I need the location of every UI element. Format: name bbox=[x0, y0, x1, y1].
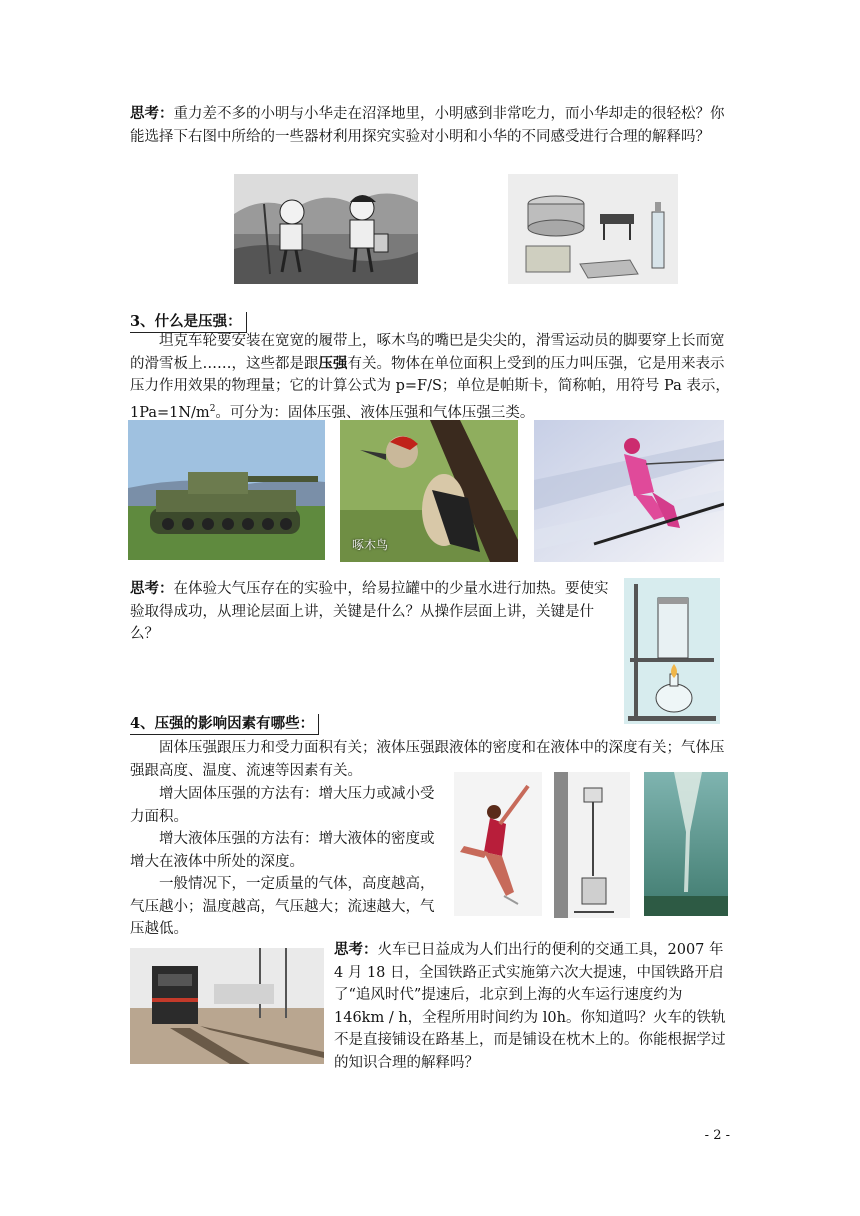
figure-skater-image bbox=[454, 772, 542, 916]
section-3-paragraph bbox=[130, 330, 730, 424]
pressure-term: 压强 bbox=[318, 354, 348, 372]
cartoon-children-image bbox=[234, 174, 418, 284]
unit-exponent: 2 bbox=[209, 403, 216, 414]
woodpecker-image bbox=[340, 420, 518, 562]
think-paragraph-1 bbox=[130, 103, 730, 148]
section-4-heading-text: 4、压强的影响因素有哪些： bbox=[130, 715, 315, 732]
section-3-text-a: 坦克车轮要安装在宽宽的履带上，啄木鸟的嘴巴是尖尖的，滑雪运动员的脚要穿上长而宽的滑雪板上……，这些都是跟 bbox=[130, 333, 725, 372]
section-3-text-b: 有关。物体在单位面积上受到的压力叫压强，它是用来表示压力作用效果的物理量；它的计算公式为 p=F/S；单位是帕斯卡，简称帕，用符号 Pa 表示，1Pa=1N/m bbox=[130, 355, 730, 421]
page-number: - 2 - bbox=[704, 1128, 730, 1143]
think-text: 在体验大气压存在的实验中，给易拉罐中的少量水进行加热。要使实验取得成功，从理论层面上讲，关键是什么？从操作层面上讲，关键是什么？ bbox=[130, 581, 609, 642]
section-4-paragraph-2: 增大固体压强的方法有：增大压力或减小受力面积。 bbox=[130, 786, 435, 825]
tank-image bbox=[128, 420, 325, 560]
think-label: 思考： bbox=[334, 941, 378, 958]
think-paragraph-2 bbox=[130, 578, 614, 646]
section-4-paragraph-4: 一般情况下，一定质量的气体，高度越高，气压越小；温度越高，气压越大；流速越大，气压越低。 bbox=[130, 876, 435, 937]
think-label: 思考： bbox=[130, 580, 174, 597]
skier-image bbox=[534, 420, 724, 562]
can-heating-apparatus-image bbox=[624, 578, 720, 724]
tornado-image bbox=[644, 772, 728, 916]
siphon-apparatus-image bbox=[554, 772, 630, 918]
think-paragraph-3 bbox=[334, 939, 730, 1074]
train-image bbox=[130, 948, 324, 1064]
section-4-heading bbox=[130, 714, 319, 735]
section-4-paragraph-3: 增大液体压强的方法有：增大液体的密度或增大在液体中所处的深度。 bbox=[130, 831, 435, 870]
think-label: 思考： bbox=[130, 105, 174, 122]
think-text: 火车已日益成为人们出行的便利的交通工具，2007 年 4 月 18 日，全国铁路正式实施第六次大提速，中国铁路开启了“追风时代”提速后，北京到上海的火车运行速度约为 146km / h，全程所用时间约为 l0h。你知道吗？火车的铁轨不是直接铺设在路基上，而是铺设在枕木上的。你能根据学过的知识合理的解释吗？ bbox=[334, 942, 726, 1071]
equipment-image bbox=[508, 174, 678, 284]
woodpecker-caption: 啄木鸟 bbox=[352, 538, 389, 552]
section-4-paragraph-1: 固体压强跟压力和受力面积有关；液体压强跟液体的密度和在液体中的深度有关；气体压强跟高度、温度、流速等因素有关。 bbox=[130, 740, 725, 779]
section-3-text-c: 。可分为：固体压强、液体压强和气体压强三类。 bbox=[215, 404, 535, 421]
section-3-heading-text: 3、什么是压强： bbox=[130, 313, 242, 330]
think-text: 重力差不多的小明与小华走在沼泽地里，小明感到非常吃力，而小华却走的很轻松？你能选择下右图中所给的一些器材利用探究实验对小明和小华的不同感受进行合理的解释吗？ bbox=[130, 106, 725, 145]
